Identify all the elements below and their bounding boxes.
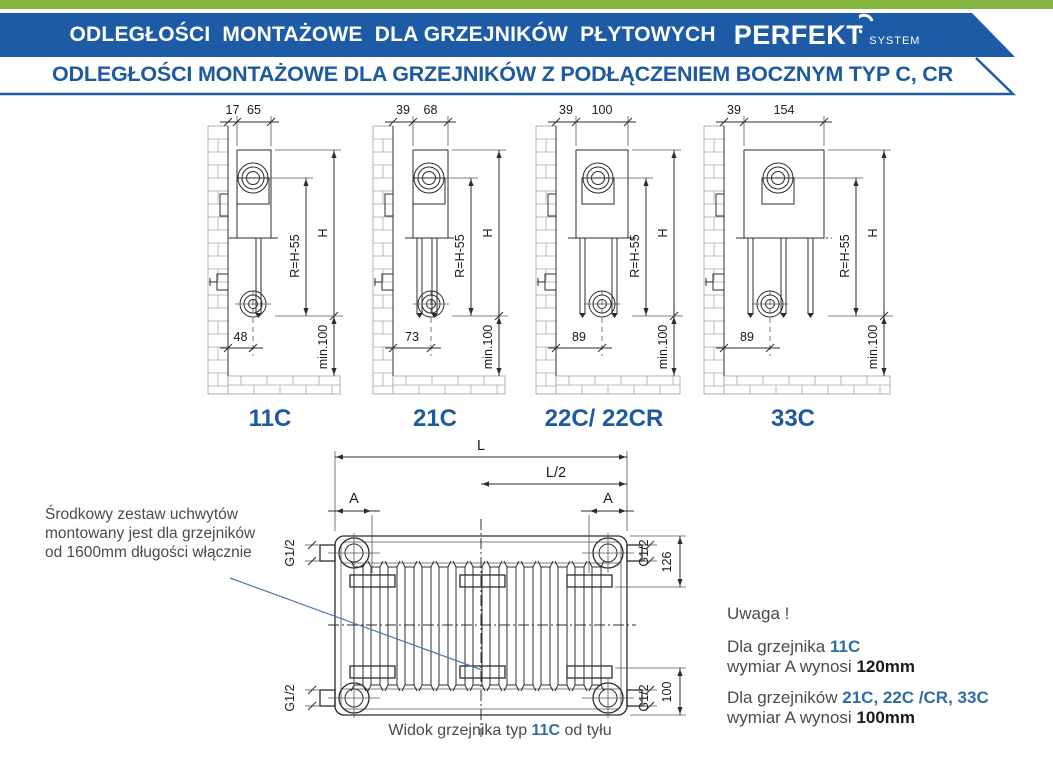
rear-view-caption	[320, 722, 680, 740]
svg-text:R=H-55: R=H-55	[288, 234, 302, 278]
svg-text:H: H	[316, 228, 330, 238]
svg-text:min.100: min.100	[866, 324, 880, 370]
note-value: 120mm	[856, 657, 916, 677]
svg-text:100: 100	[591, 103, 613, 117]
svg-text:H: H	[866, 228, 880, 238]
note-type: 11C	[830, 637, 861, 657]
caption-text: Widok grzejnika typ	[388, 722, 532, 739]
note-value: 100mm	[856, 708, 916, 728]
brand-name: PERFEKT	[733, 19, 864, 50]
annotation-line: montowany jest dla grzejników	[45, 525, 256, 543]
svg-text:89: 89	[572, 330, 586, 344]
section-title: ODLEGŁOŚCI MONTAŻOWE DLA GRZEJNIKÓW Z PODŁĄCZENIEM BOCZNYM TYP C, CR	[52, 62, 953, 86]
svg-text:G1/2: G1/2	[637, 539, 651, 567]
svg-text:G1/2: G1/2	[283, 539, 297, 567]
svg-text:65: 65	[247, 103, 261, 117]
svg-text:154: 154	[773, 103, 795, 117]
svg-text:L: L	[476, 438, 486, 454]
svg-text:R=H-55: R=H-55	[453, 234, 467, 278]
page-title: ODLEGŁOŚCI MONTAŻOWE DLA GRZEJNIKÓW PŁYTOWYCH	[69, 23, 716, 46]
diagram-type-label: 21C	[412, 405, 458, 432]
mounting-diagram	[355, 98, 515, 433]
caption-type: 11C	[531, 722, 561, 739]
warning-title: Uwaga !	[727, 604, 790, 623]
note-text: Dla grzejnika	[727, 637, 830, 657]
annotation-line: od 1600mm długości włącznie	[45, 544, 252, 562]
caption-text: od tyłu	[560, 722, 612, 739]
svg-text:48: 48	[233, 330, 248, 344]
svg-text:G1/2: G1/2	[283, 684, 297, 712]
svg-text:68: 68	[423, 103, 438, 117]
svg-text:R=H-55: R=H-55	[628, 234, 642, 278]
brand-logo	[734, 20, 921, 51]
svg-text:R=H-55: R=H-55	[838, 234, 852, 278]
svg-text:126: 126	[660, 551, 674, 573]
annotation-line: Środkowy zestaw uchwytów	[45, 506, 238, 523]
svg-text:A: A	[349, 491, 359, 507]
note-text: wymiar A wynosi	[727, 708, 857, 728]
rear-view-drawing	[40, 435, 700, 767]
mounting-diagram	[190, 98, 350, 433]
note-type: 21C, 22C /CR, 33C	[842, 688, 989, 708]
svg-text:H: H	[481, 228, 495, 238]
svg-text:A: A	[603, 491, 613, 507]
svg-text:89: 89	[740, 330, 754, 344]
diagram-type-label: 33C	[770, 405, 816, 432]
svg-text:min.100: min.100	[481, 324, 495, 370]
mounting-diagram	[518, 98, 690, 433]
svg-text:L/2: L/2	[545, 465, 567, 481]
mounting-diagram	[686, 98, 900, 433]
svg-text:17: 17	[225, 103, 240, 117]
svg-text:min.100: min.100	[316, 324, 330, 370]
svg-text:min.100: min.100	[656, 324, 670, 370]
svg-text:G1/2: G1/2	[637, 684, 651, 712]
note-11c	[727, 637, 1037, 677]
svg-text:39: 39	[559, 103, 573, 117]
bracket-annotation	[45, 505, 255, 563]
diagram-type-label: 11C	[248, 405, 292, 432]
note-text: wymiar A wynosi	[727, 657, 857, 677]
mounting-diagram-svg	[686, 98, 900, 398]
svg-text:100: 100	[660, 681, 674, 703]
svg-text:73: 73	[405, 330, 419, 344]
svg-text:H: H	[656, 228, 670, 238]
mounting-diagram-svg	[355, 98, 515, 398]
brand-swoosh-icon	[859, 11, 879, 35]
diagram-type-label: 22C/ 22CR	[544, 405, 664, 432]
note-text: Dla grzejników	[727, 688, 843, 708]
svg-text:39: 39	[396, 103, 410, 117]
svg-text:39: 39	[727, 103, 741, 117]
brand-suffix: SYSTEM	[869, 34, 921, 47]
mounting-diagram-svg	[190, 98, 350, 398]
mounting-diagram-svg	[518, 98, 690, 398]
note-other-types	[727, 688, 1037, 728]
header	[0, 13, 990, 57]
warning-notes	[727, 604, 1037, 739]
